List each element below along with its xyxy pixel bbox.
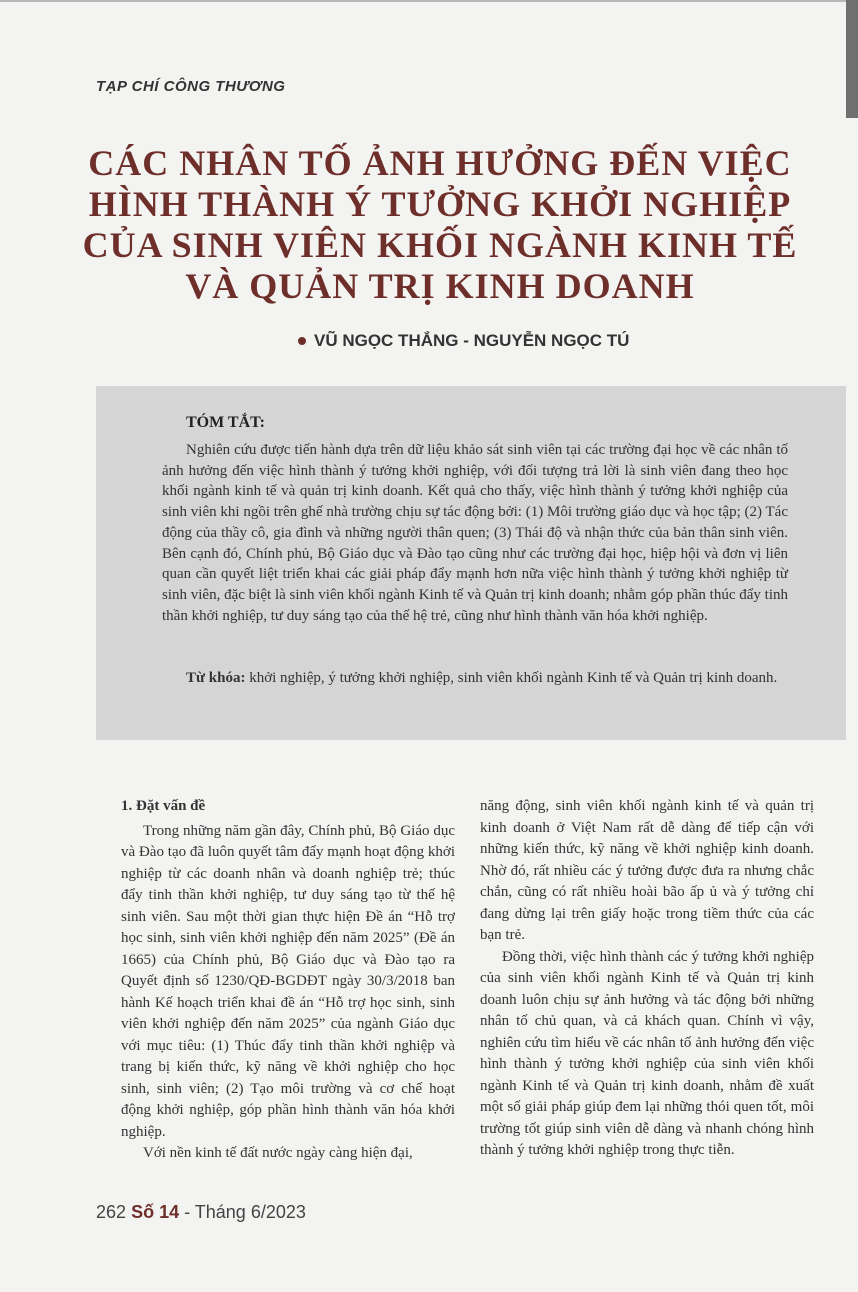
bullet-icon bbox=[298, 337, 306, 345]
page-number: 262 bbox=[96, 1202, 127, 1222]
title-line: CÁC NHÂN TỐ ẢNH HƯỞNG ĐẾN VIỆC bbox=[88, 143, 792, 183]
keywords-text: khởi nghiệp, ý tưởng khởi nghiệp, sinh viên khối ngành Kinh tế và Quản trị kinh doanh. bbox=[245, 670, 778, 686]
issue-number: Số 14 bbox=[131, 1202, 180, 1222]
article-title bbox=[60, 143, 820, 307]
paragraph: Đồng thời, việc hình thành các ý tưởng khởi nghiệp của sinh viên khối ngành Kinh tế và Quản trị kinh doanh luôn chịu sự ảnh hưởng và tác động bởi những nhân tố chủ quan, và cả khách quan. Chính vì vậy, nghiên cứu tìm hiểu về các nhân tố ảnh hưởng đến việc hình thành ý tưởng khởi nghiệp của sinh viên khối ngành Kinh tế và Quản trị kinh doanh, nhằm đề xuất một số giải pháp giúp đem lại những thói quen tốt, môi trường tốt giúp sinh viên dễ dàng và nhanh chóng hình thành ý tưởng khởi nghiệp trong thực tiễn. bbox=[480, 948, 814, 1158]
column-right bbox=[480, 796, 814, 1162]
column-left bbox=[121, 796, 455, 1165]
page-footer bbox=[96, 1202, 306, 1223]
authors: VŨ NGỌC THẮNG - NGUYỄN NGỌC TÚ bbox=[314, 331, 630, 350]
keywords-label: Từ khóa: bbox=[186, 670, 246, 686]
author-line bbox=[298, 331, 629, 351]
title-line: CỦA SINH VIÊN KHỐI NGÀNH KINH TẾ bbox=[82, 225, 798, 265]
paragraph: Trong những năm gần đây, Chính phủ, Bộ Giáo dục và Đào tạo đã luôn quyết tâm đẩy mạnh hoạt động khởi nghiệp từ các doanh nhân và doanh nghiệp trẻ; thúc đẩy tinh thần khởi nghiệp, tư duy sáng tạo từ thế hệ sinh viên. Sau một thời gian thực hiện Đề án “Hỗ trợ học sinh, sinh viên khởi nghiệp đến năm 2025” (Đề án 1665) của Chính phủ, Bộ Giáo dục và Đào tạo ra Quyết định số 1230/QĐ-BGDĐT ngày 30/3/2018 ban hành Kế hoạch triển khai đề án “Hỗ trợ học sinh, sinh viên khởi nghiệp đến năm 2025” của ngành Giáo dục với mục tiêu: (1) Thúc đẩy tinh thần khởi nghiệp và trang bị kiến thức, kỹ năng về khởi nghiệp cho học sinh, sinh viên; (2) Tạo môi trường và cơ chế hoạt động khởi nghiệp, góp phần hình thành văn hóa khởi nghiệp. bbox=[121, 822, 455, 1140]
side-tab-marker bbox=[846, 0, 858, 118]
keywords bbox=[162, 668, 788, 689]
title-line: VÀ QUẢN TRỊ KINH DOANH bbox=[185, 266, 695, 306]
issue-date: - Tháng 6/2023 bbox=[184, 1202, 306, 1222]
abstract-text: Nghiên cứu được tiến hành dựa trên dữ liệu khảo sát sinh viên tại các trường đại học về các nhân tố ảnh hưởng đến việc hình thành ý tưởng khởi nghiệp, với đối tượng trả lời là sinh viên đang theo học khối ngành kinh tế và quản trị kinh doanh. Kết quả cho thấy, việc hình thành ý tưởng khởi nghiệp của sinh viên khi ngồi trên ghế nhà trường chịu sự tác động bởi: (1) Môi trường giáo dục và học tập; (2) Tác động của thầy cô, gia đình và những người thân quen; (3) Thái độ và nhận thức của bản thân sinh viên. Bên cạnh đó, Chính phủ, Bộ Giáo dục và Đào tạo cũng như các trường đại học, hiệp hội và đơn vị liên quan cần quyết liệt triển khai các giải pháp đẩy mạnh hơn nữa việc hình thành ý tưởng khởi nghiệp từ sinh viên, đặc biệt là sinh viên khối ngành Kinh tế và Quản trị kinh doanh; nhằm góp phần thúc đẩy tinh thần khởi nghiệp, tư duy sáng tạo của thế hệ trẻ, cũng như hình thành văn hóa khởi nghiệp. bbox=[162, 442, 788, 624]
title-line: HÌNH THÀNH Ý TƯỞNG KHỞI NGHIỆP bbox=[88, 184, 792, 224]
journal-name: TẠP CHÍ CÔNG THƯƠNG bbox=[96, 78, 286, 95]
top-rule bbox=[0, 0, 858, 2]
paragraph: năng động, sinh viên khối ngành kinh tế và quản trị kinh doanh ở Việt Nam rất dễ dàng để tiếp cận với những kiến thức, kỹ năng về khởi nghiệp kinh doanh. Nhờ đó, rất nhiều các ý tưởng được đưa ra nhưng chắc chắn, cũng có rất nhiều hoài bão ấp ủ và ý tưởng chỉ đang dừng lại trên giấy hoặc trong tiềm thức của các bạn trẻ. bbox=[480, 798, 814, 943]
abstract-heading: TÓM TẮT: bbox=[186, 414, 265, 431]
section-heading: 1. Đặt vấn đề bbox=[121, 798, 206, 814]
paragraph: Với nền kinh tế đất nước ngày càng hiện đại, bbox=[143, 1145, 413, 1161]
